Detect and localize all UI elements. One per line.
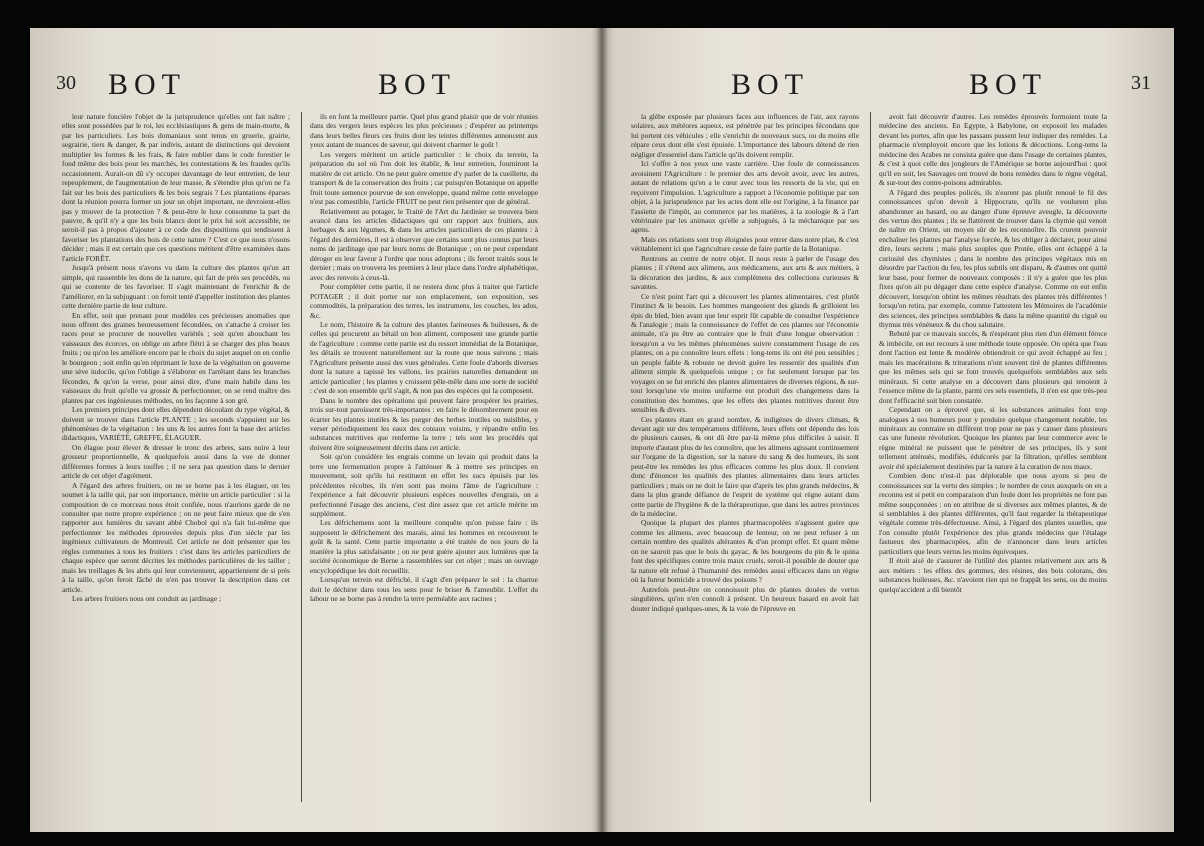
paragraph: Le nom, l'histoire & la culture des plantes farineuses & huileuses, & de celles qui procurent au bétail un bon aliment, composent une grande partie de l'agriculture : comme cette partie est du ressort immédiat de la Botanique, les détails se trouvent naturellement sur la route que nous suivons ; mais l'Agriculture présente aussi des vues générales. Cette foule d'abords diverses dont la nature a tapissé les vallons, les prairies naturelles demandent un article particulier ; les plantes y croissent pêle-mêle dans une sorte de société : c'est de son ensemble qu'il s'agit, & non pas des espèces qui la composent. — [310, 319, 538, 396]
column-divider — [301, 112, 302, 802]
paragraph: Pour compléter cette partie, il ne restera donc plus à traiter que l'article POTAGER ; il doit porter sur son emplacement, son exposition, ses commodités, la préparation des terres, les instrumens, les couches, les ados, &c. — [310, 282, 538, 320]
left-page-header — [30, 68, 601, 108]
paragraph: Cependant on a éprouvé que, si les substances animales font trop analogues à nos humeurs pour y produire quelque changement notable, les minéraux au contraire en diffèrent trop pour ne pas y causer dans plusieurs cas une funeste révolution. Quoique les plantes par leur commerce avec le règne minéral ne puissent que le pénétrer de ses principes, ils y sont tellement atténués, modifiés, édulcorés par la filtration, qu'elles semblent avoir été spécialement destinées par la nature à la curation de nos maux. — [879, 405, 1107, 471]
paragraph: Ces plantes étant en grand nombre, & indigènes de divers climats, & devant agir sur des tempéramens différens, leurs effets ont dépendu des lois de plusieurs causes, & ont dû être par-là même plus difficiles à saisir. Il importe d'autant plus de les connoître, que les alimens agissant continuement sur l'organe de la digestion, sur la nature du sang & des humeurs, ils sont peut-être les remèdes les plus efficaces comme les plus doux. Il convient donc d'énoncer les qualités des plantes alimentaires dans leurs articles particuliers ; mais on ne doit le faire que d'après les plus grands médecins, & dans la plus grande défiance de l'esprit de système qui règne autant dans cette partie de l'hygiène & de la thérapeutique, que dans les autres provinces de la médecine. — [631, 414, 859, 519]
column-divider — [870, 112, 871, 802]
page-number: 31 — [1131, 72, 1151, 94]
paragraph: On élague pour élever & dresser le tronc des arbres, sans nuire à leur grosseur proportionnelle, & quelquefois aussi dans la vue de donner différentes formes à leurs touffes ; il ne sera pas question dans le dernier article de cet objet d'agrément. — [62, 442, 290, 481]
running-headword: BOT — [378, 68, 456, 101]
paragraph: Les défrichemens sont la meilleure conquête qu'on puisse faire : ils supposent le défrichement des marais, ainsi les hommes en recouvrent le goût & la santé. Cette partie importante a été traitée de nos jours de la manière la plus satisfaisante ; on ne peut guère ajouter aux lumières que la société économique de Berne a rassemblées sur cet objet ; mais un ouvrage encyclopédique les doit recueillir. — [310, 518, 538, 575]
paragraph: ils en font la meilleure partie. Quel plus grand plaisir que de voir réunies dans des vergers leurs espèces les plus précieuses ; d'espérer au printemps dans leurs belles fleurs ces fruits dont les teintes différentes annoncent aux yeux autant de nuances de saveur, qui doivent charmer le goût ! — [310, 112, 538, 150]
paragraph: Les premiers principes dont elles dépendent découlant du type végétal, & doivent se trouver dans l'article PLANTE ; les seconds s'appuient sur les phénomènes de la végétation : les uns & les autres font la base des articles didactiques, VARIÉTÉ, GREFFE, ÉLAGUER. — [62, 405, 290, 443]
paragraph: Rebuté par ce mauvais succès, & n'espérant plus rien d'un élément féroce & imbécile, on eut recours à une méthode toute opposée. On opéra que l'eau dont l'action est lente & modérée obtiendroit ce qui avoit échappé au feu ; mais les macérations & triturations n'ont souvent tiré de plantes différentes que les mêmes sels qui se font trouvés quelquefois semblables aux sels minéraux. Si cette analyse en a découvert dans plusieurs qui tenoient à l'essence même de la plante, parmi ces sels essentiels, il n'en est que très-peu dont l'efficacité soit bien constatée. — [879, 329, 1107, 405]
paragraph: Ce n'est point l'art qui a découvert les plantes alimentaires, c'est plutôt l'instinct & le besoin. Les hommes mangeoient des glands & grilloient les épis du bled, bien avant que leur esprit fût capable de consulter l'expérience & l'analogie ; mais la connoissance de l'effet de ces plantes sur l'économie animale, n'a pu être au contraire que le fruit d'une longue observation : lorsqu'on a vu les mêmes phénomènes suivre constamment l'usage de ces plantes, on a pu connoître leurs effets : long-tems ils ont été peu sensibles ; un peuple faible & robuste ne devoit guère les ressentir des qualités d'un aliment simple & quelquefois unique ; ce fut seulement lorsque par les voyages on se fut enrichi des plantes alimentaires de diverses régions, & sur-tout lorsqu'une vie moins uniforme eut produit des changemens dans la constitution des hommes, que les effets des plantes nutritives durent être sensibles & divers. — [631, 291, 859, 415]
paragraph: Rentrons au centre de notre objet. Il nous reste à parler de l'usage des plantes ; il s'étend aux alimens, aux médicamens, aux arts & aux métiers, à la décoration des jardins, & aux complémens des collections curieuses & savantes. — [631, 253, 859, 292]
text-column — [62, 112, 290, 802]
running-headword: BOT — [969, 68, 1047, 101]
text-column — [879, 112, 1107, 802]
paragraph: A l'égard des peuples policés, ils n'eurent pas plutôt renoué le fil des connoissances qu'on devoit à Hippocrate, qu'ils ne voulurent plus abandonner au hasard, ou au danger d'une épreuve aveugle, la découverte des vertus des plantes ; ils se flattèrent de trouver dans la chymie qui venoit de naître en Orient, un moyen sûr de les reconnoître. Ils crurent pouvoir enchaîner les plantes par l'analyse forcée, & les obliger à déclarer, pour ainsi dire, leurs secrets ; mais plus souples que Protée, elles ont échappé à la curiosité des chymistes ; dans le nombre des principes végétaux mis en désordre par l'action du feu, les plus subtils ont disparu, & d'autres ont quitté leur base, pour former de nouveaux composés : il n'y a guère que les plus fixes qu'on ait pu dégager dans cette espèce d'analyse. Comme on eut enfin découvert, lorsqu'on obtint les mêmes résultats des plantes très différentes ! lorsqu'on retira, par exemple, comme l'attestent les Mémoires de l'académie des sciences, des principes semblables & dans la même quantité du ciguë ou thymus très vénéneux & du chou salutaire. — [879, 187, 1107, 329]
paragraph: Combien donc n'est-il pas déplorable que nous ayons si peu de connoissances sur la vertu des simples ; le nombre de ceux auxquels on en a reconnu est si petit en comparaison d'un foule dont les propriétés ne font pas même soupçonnées : on en attribue de si diverses aux mêmes plantes, & de si semblables à des plantes différentes, qu'il faut regarder la thérapeutique végétale comme très-défectueuse. Ainsi, à l'égard des plantes usuelles, que l'on consulte plutôt l'expérience des plus grands médecins que l'étalage fastueux des pharmacopées, afin de n'annoncer dans leurs articles particuliers que leurs vertus les moins équivoques. — [879, 471, 1107, 556]
paragraph: Il étoit aisé de s'assurer de l'utilité des plantes relativement aux arts & aux métiers : les effets des gommes, des résines, des bois colorans, des substances huileuses, &c. n'avoient rien qui ne frappât les sens, ou du moins quelqu'accident a dû bientôt — [879, 556, 1107, 594]
right-page — [603, 28, 1174, 832]
paragraph: En effet, soit que prenant pour modèles ces précieuses anomalies que nous offrent des graines heureusement fécondées, on s'attache à croiser les races pour se procurer de nouvelles variétés ; soit qu'en abouchant les vaisseaux des écorces, on oblige un arbre flétri à se charger des plus beaux fruits ; ou qu'on les améliore encore par le choix du sujet auquel on en confie le bourgeon ; soit enfin qu'en réprimant le luxe de la végétation on gouverne une sève indocile, qu'on l'oblige à s'élaborer en l'arrêtant dans les branches fécondes, & qu'on la verse, pour ainsi dire, d'une main habile dans les vaisseaux du fruit qu'elle va grossir & perfectionner, on se rend maître des plantes par ces ingénieuses méthodes, on les façonne à son gré. — [62, 310, 290, 405]
page-number: 30 — [56, 72, 76, 94]
paragraph: Dans le nombre des opérations qui peuvent faire prospérer les prairies, trois sur-tout paroissent très-importantes : en faire le dénombrement pour en écarter les plantes inutiles & les purger des herbes inutiles ou nuisibles, y verser périodiquement les eaux des coteaux voisins, y répandre enfin les substances nutritives que renferme la terre ; tels sont les procédés qui doivent être soigneusement décrits dans cet article. — [310, 395, 538, 452]
text-column — [631, 112, 859, 802]
right-page-header — [603, 68, 1174, 108]
book-spread — [30, 28, 1174, 832]
paragraph: Les vergers méritent un article particulier : le choix du terrein, la préparation du sol où l'on doit les établir, & leur entretien, fourniront la matière de cet article. On ne peut guère omettre d'y parler de la cueillette, du transport & de la conservation des fruits ; car puisqu'en Botanique on appelle fruit toute semence pourvue de son enveloppe, quand même cette enveloppe n'est pas comestible, l'article FRUIT ne peut rien présenter que de général. — [310, 149, 538, 207]
paragraph: avoit fait découvrir d'autres. Les remèdes éprouvés formoient toute la médecine des anciens. En Egypte, à Babylone, on exposoit les malades devant les portes, afin que les passans pussent leur indiquer des remèdes. La pharmacie n'employoit encore que les lotions & décoctions. Long-tems la médecine des Arabes ne consista guère que dans l'usage de certaines plantes, & c'est à quoi celle des jongleurs de l'Amérique se borne aujourd'hui : quoi qu'il en soit, les Sauvages ont trouvé de bons remèdes dans le règne végétal, & sur-tout des contre-poisons admirables. — [879, 112, 1107, 188]
paragraph: Mais ces relations sont trop éloignées pour entrer dans notre plan, & c'est véritablement ici que l'agriculture cesse de faire partie de la Botanique. — [631, 234, 859, 254]
paragraph: Ici s'offre à nos yeux une vaste carrière. Une foule de connoissances avoisinent l'Agriculture : le premier des arts devoit avoir, avec les autres, autant de relations qu'en a le cœur avec tous les ressorts de la vie, qui en reçoivent l'impulsion. L'agriculture a rapport à l'économie politique par son objet, à la jurisprudence par les actes dont elle est l'origine, à la finance par l'assiette de l'impôt, au commerce par les matières, à la zoologie & à l'art vétérinaire par les animaux qu'elle a subjugués, à la méchanique par ses agens. — [631, 159, 859, 235]
paragraph: Jusqu'à présent nous n'avons vu dans la culture des plantes qu'un art simple, qui rassemble les dons de la nature, qui fait de près ses procédés, ou qui se contente de les favoriser. Il s'agit maintenant de l'enrichir & de l'améliorer, en la subjuguant : on feroit tenté d'appeller institution des plantes cette dernière partie de leur culture. — [62, 263, 290, 311]
paragraph: Les arbres fruitiers nous ont conduit au jardinage ; — [72, 594, 221, 604]
paragraph: Relativement au potager, le Traité de l'Art du Jardinier se trouvera bien avancé dans les articles didactiques qui ont rapport aux fruitiers, aux herbages & aux légumes, & dans les articles particuliers de ces plantes : à l'égard des dernières, il est à observer que certains sont plus connus par leurs noms de jardinage que par leurs noms de Botanique ; on ne peut cependant déroger en leur faveur à l'ordre que nous adoptons ; ils feront traités sous le dernier ; mais on trouvera les premiers à leur place dans l'ordre alphabétique, avec des renvois à ceux-là. — [310, 206, 538, 282]
paragraph: leur nature foncière l'objet de la jurisprudence qu'elles ont fait naître ; elles sont possédées par le roi, les ecclésiastiques & gens de main-morte, & par les particuliers. Les bois domaniaux sont tenus en gruerie, grairie, segrairie, tiers & danger, & par indivis, autant de distinctions qui devoient multiplier les formes & les frais, & faire oublier dans le code forestier le fond même des bois pour les marchés, les contestations & les fraudes qu'ils occasionnent. Aurait-on dû s'y occuper davantage de leur entretien, de leur repeuplement, de l'augmentation de leur masse, & s'étendre plus qu'on ne l'a fait sur les bois des particuliers & les bois segrais ? Les plantations éparses dont la réunion pourra former un jour un objet important, ne devroient-elles pas y trouver de la protection ? & peut-être le luxe consomme la part du pauvre, & qu'il n'y a que les bois blancs dont le prix lui soit accessible, ne seroit-il pas à propos d'ajouter à ce code des dispositions qui tendissent à favoriser les plantations des bois de cette nature ? C'est ce que nous n'osons décider ; mais il est certain que ces questions méritent d'être examinées dans l'article FORÊT. — [62, 112, 290, 263]
paragraph: Autrefois peut-être on connoissoit plus de plantes douées de vertus singulières, qu'on n'en connoît à présent. Un heureux hasard en avoit fait douter indiqué quelques-unes, & la voie de l'épreuve en — [631, 584, 859, 613]
left-page — [30, 28, 601, 832]
paragraph: Soit qu'on considère les engrais comme un levain qui produit dans la terre une fermentation propre à l'atténuer & à mettre ses principes en mouvement, soit qu'ils lui restituent en effet les sucs épuisés par les précédentes récoltes, ils n'en sont pas moins l'âme de l'agriculture : l'expérience a fait découvrir plusieurs espèces nouvelles d'engrais, on a perfectionné l'usage des anciens, c'est dire assez que cet article mérite un supplément. — [310, 452, 538, 519]
paragraph: Lorsqu'un terrein est défriché, il s'agit d'en préparer le sol : la charrue doit le déchirer dans tous les sens pour le briser & l'ameublir. L'effet du labour ne se borne pas à rendre la terre perméable aux racines ; — [310, 575, 538, 604]
running-headword: BOT — [731, 68, 809, 101]
paragraph: la glèbe exposée par plusieurs faces aux influences de l'air, aux rayons solaires, aux météores aqueux, est pénétrée par les principes fécondans que lui portent ces véhicules ; elle s'enrichit de nouveaux sucs, ou du moins elle répare ceux dont elle s'est épuisée. L'importance des labours détend de rien négliger d'essentiel dans l'article qu'ils doivent remplir. — [631, 112, 859, 159]
running-headword: BOT — [108, 68, 186, 101]
paragraph: A l'égard des arbres fruitiers, on ne se borne pas à les élaguer, on les soumet à la taille qui, par son importance, mérite un article particulier : si la composition de ce morceau nous étoit confiée, nous n'aurions garde de ne consulter que notre propre expérience ; on ne peut faire mieux que de s'en rapporter aux lumières du savant abbé Chobol qui n'a fait lui-même que perfectionner les méthodes éprouvées depuis plus d'un siècle par les ingénieux cultivateurs de Montreuil. Cet article ne doit présenter que les règles communes à tous les fruitiers : c'est dans les articles particuliers de chaque espèce que seront décrites les méthodes particulières de les tailler ; mais les treillages & les abris qui leur conviennent, appartiennent de si près à la taille, qu'on feroit fâché de n'en pas trouver la description dans cet article. — [62, 480, 290, 594]
paragraph: Quoique la plupart des plantes pharmacopolées n'agissent guère que comme les alimens, avec beaucoup de lenteur, on ne peut refuser à un certain nombre des qualités altérantes & d'un prompt effet. Et quant même on ne sauroit pas que le bois du gayac, & les bourgeons du pin & le quina font des spécifiques contre trois maux cruels, seroit-il possible de douter que la nature eût refusé à l'humanité des remèdes aussi efficaces dans un règne où la fureur homicide a trouvé des poisons ? — [631, 518, 859, 585]
text-column — [310, 112, 538, 802]
